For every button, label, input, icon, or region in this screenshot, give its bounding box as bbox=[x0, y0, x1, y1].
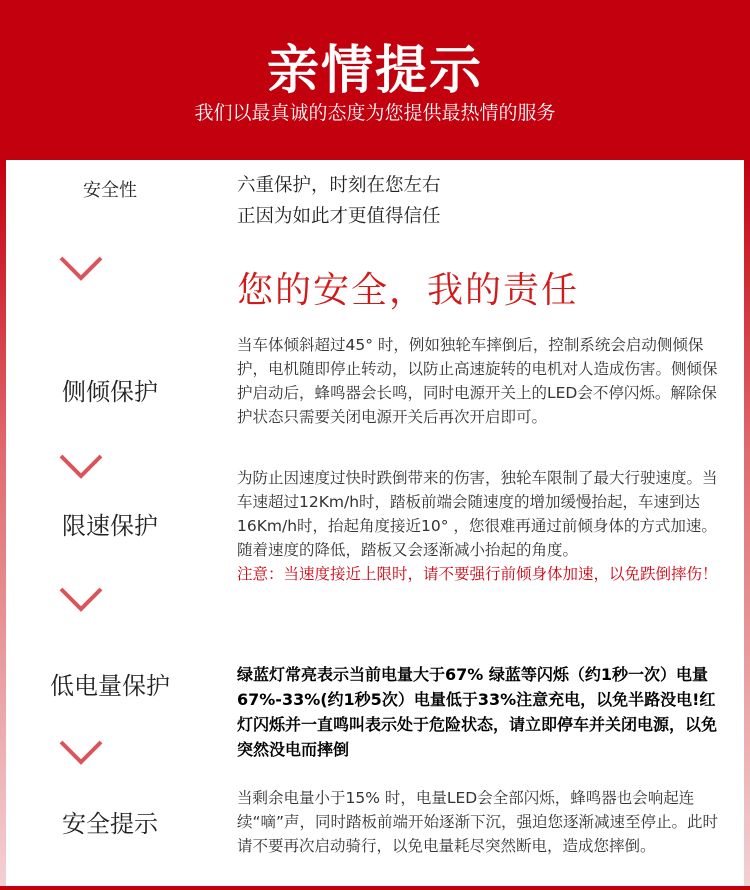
page-title: 亲情提示 bbox=[266, 41, 483, 101]
chevron-down-icon bbox=[58, 452, 104, 480]
safety-label: 安全性 bbox=[83, 180, 137, 201]
safety-slogan: 您的安全，我的责任 bbox=[237, 270, 580, 311]
safety-line-2: 正因为如此才更值得信任 bbox=[237, 206, 441, 227]
safety-line-1: 六重保护，时刻在您左右 bbox=[237, 175, 441, 196]
right-border bbox=[744, 160, 750, 890]
bottom-border bbox=[0, 886, 750, 890]
header-banner bbox=[0, 0, 750, 160]
section-text-battery: 绿蓝灯常亮表示当前电量大于67% 绿蓝等闪烁（约1秒一次）电量67%-33%(约1秒5次）电量低于33%注意充电，以免半路没电!红灯闪烁并一直鸣叫表示处于危险状态，请立即停车并关闭电源，以免突然没电而摔倒 bbox=[237, 665, 718, 759]
section-label-battery: 低电量保护 bbox=[50, 672, 170, 700]
chevron-down-icon bbox=[58, 738, 104, 766]
chevron-down-icon bbox=[58, 585, 104, 613]
section-text-tilt: 当车体倾斜超过45° 时，例如独轮车摔倒后，控制系统会启动侧倾保护，电机随即停止转动，以防止高速旋转的电机对人造成伤害。侧倾保护启动后，蜂鸣器会长鸣，同时电源开关上的LED会不停闪烁。解除保护状态只需要关闭电源开关后再次开启即可。 bbox=[237, 336, 718, 426]
chevron-down-icon bbox=[58, 254, 104, 282]
section-label-speed: 限速保护 bbox=[62, 512, 158, 540]
page-subtitle: 我们以最真诚的态度为您提供最热情的服务 bbox=[194, 102, 556, 124]
section-label-tilt: 侧倾保护 bbox=[62, 378, 158, 406]
section-text-safety-tips: 当剩余电量小于15% 时，电量LED会全部闪烁，蜂鸣器也会响起连续“嘀”声，同时踏板前端开始逐渐下沉，强迫您逐渐减速至停止。此时请不要再次启动骑行，以免电量耗尽突然断电，造成您摔倒。 bbox=[237, 789, 719, 855]
speed-warning-note: 注意：当速度接近上限时，请不要强行前倾身体加速，以免跌倒摔伤！ bbox=[237, 565, 718, 583]
section-label-safety-tips: 安全提示 bbox=[62, 810, 158, 838]
speed-description: 为防止因速度过快时跌倒带来的伤害，独轮车限制了最大行驶速度。当车速超过12Km/h时，踏板前端会随速度的增加缓慢抬起，车速到达16Km/h时，抬起角度接近10° ，您很难再通过前倾身体的方式加速。随着速度的降低，踏板又会逐渐减小抬起的角度。 bbox=[237, 469, 718, 559]
section-text-speed bbox=[237, 466, 731, 586]
